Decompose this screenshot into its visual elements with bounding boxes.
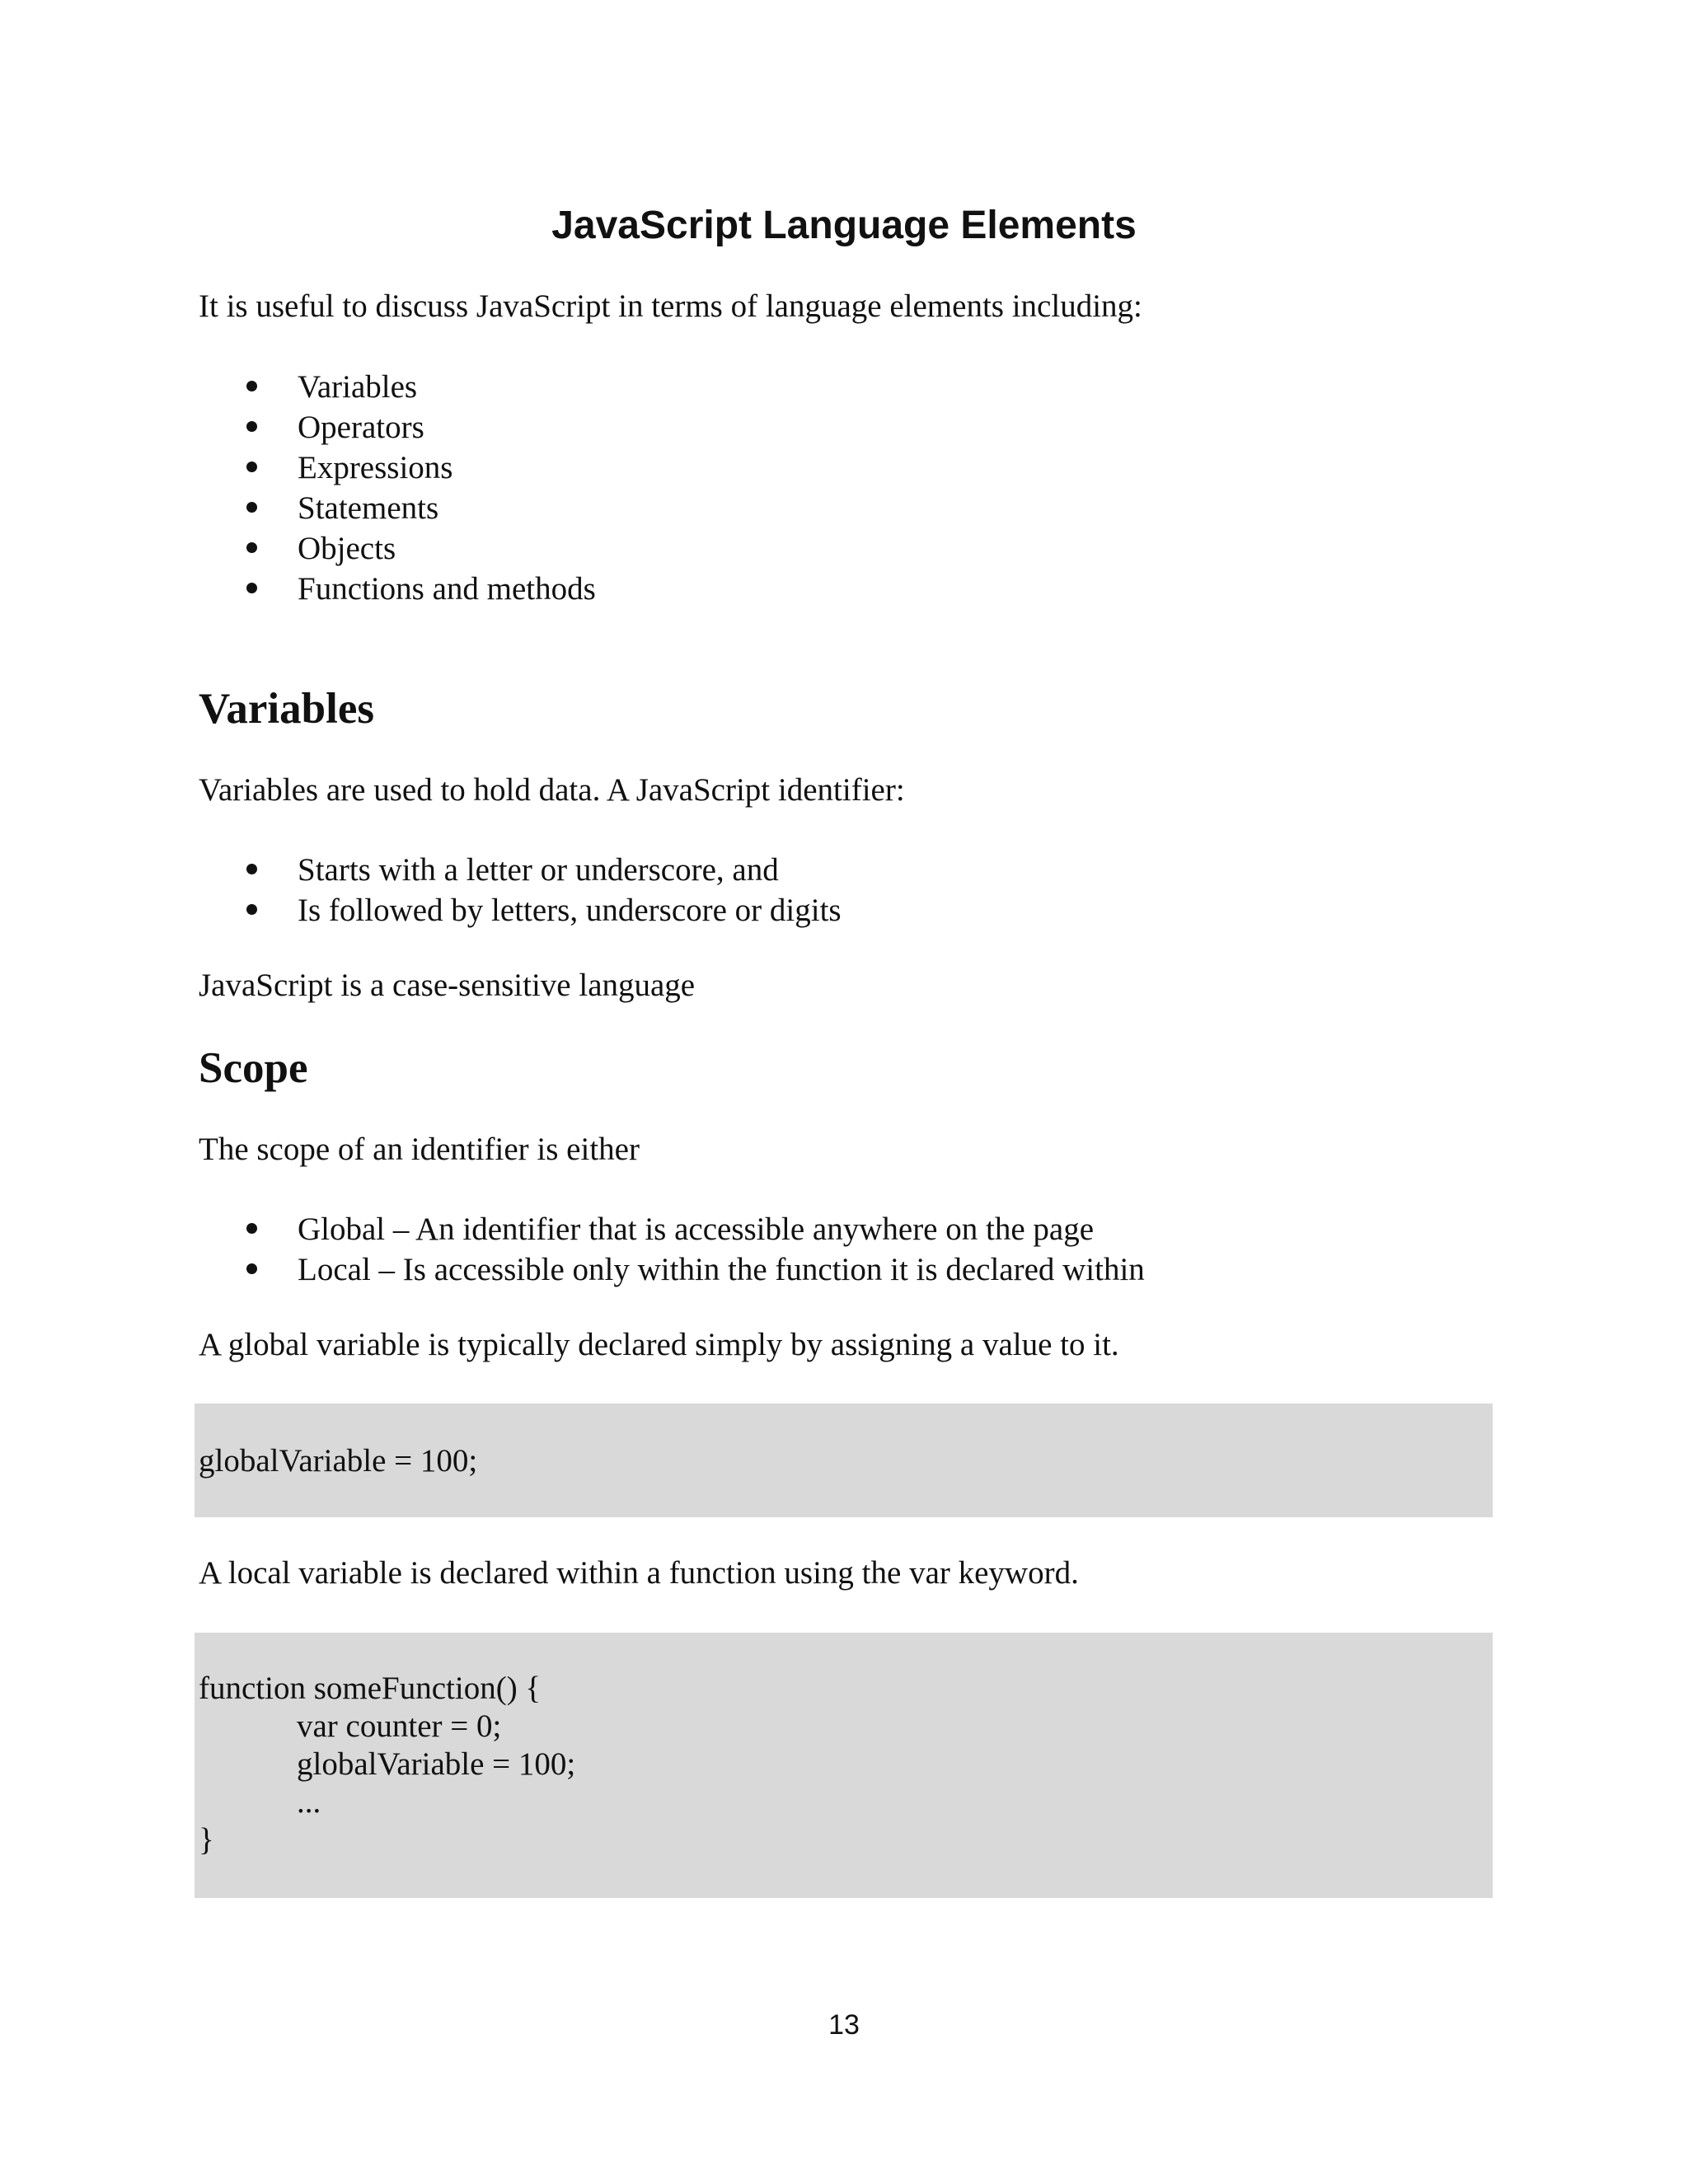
bullet-icon [246, 421, 257, 432]
page-number: 13 [828, 2009, 860, 2041]
list-item: Expressions [199, 448, 596, 488]
list-item: Global – An identifier that is accessible anywhere on the page [199, 1209, 1145, 1249]
scope-heading: Scope [199, 1044, 308, 1092]
bullet-icon [246, 462, 257, 472]
identifier-rules-list [199, 850, 842, 930]
code-line: } [199, 1822, 214, 1858]
elements-list [199, 367, 596, 609]
list-item: Is followed by letters, underscore or digits [199, 890, 842, 930]
bullet-icon [246, 583, 257, 593]
case-sensitive-note: JavaScript is a case-sensitive language [199, 968, 696, 1003]
bullet-icon [246, 904, 257, 915]
global-code-block [195, 1404, 1493, 1517]
list-item: Operators [199, 407, 596, 448]
scope-list [199, 1209, 1145, 1290]
code-line: var counter = 0; [297, 1708, 502, 1744]
intro-paragraph: It is useful to discuss JavaScript in terms of language elements including: [199, 288, 1142, 324]
bullet-icon [246, 542, 257, 553]
bullet-icon [246, 1263, 257, 1274]
list-item: Variables [199, 367, 596, 407]
page-title: JavaScript Language Elements [551, 204, 1137, 247]
code-line: function someFunction() { [199, 1671, 542, 1706]
list-item: Starts with a letter or underscore, and [199, 850, 842, 890]
bullet-icon [246, 502, 257, 513]
bullet-icon [246, 1223, 257, 1234]
bullet-icon [246, 381, 257, 391]
bullet-icon [246, 864, 257, 874]
local-variable-paragraph: A local variable is declared within a function using the var keyword. [199, 1555, 1079, 1591]
list-item: Functions and methods [199, 569, 596, 609]
list-item: Local – Is accessible only within the function it is declared within [199, 1249, 1145, 1290]
list-item: Statements [199, 488, 596, 528]
global-variable-paragraph: A global variable is typically declared simply by assigning a value to it. [199, 1327, 1119, 1362]
variables-heading: Variables [199, 685, 375, 733]
list-item: Objects [199, 528, 596, 569]
variables-paragraph: Variables are used to hold data. A JavaScript identifier: [199, 772, 905, 808]
code-line: ... [297, 1784, 321, 1820]
code-line: globalVariable = 100; [199, 1443, 478, 1479]
code-line: globalVariable = 100; [297, 1746, 576, 1782]
scope-paragraph: The scope of an identifier is either [199, 1132, 640, 1167]
local-code-block [195, 1633, 1493, 1898]
